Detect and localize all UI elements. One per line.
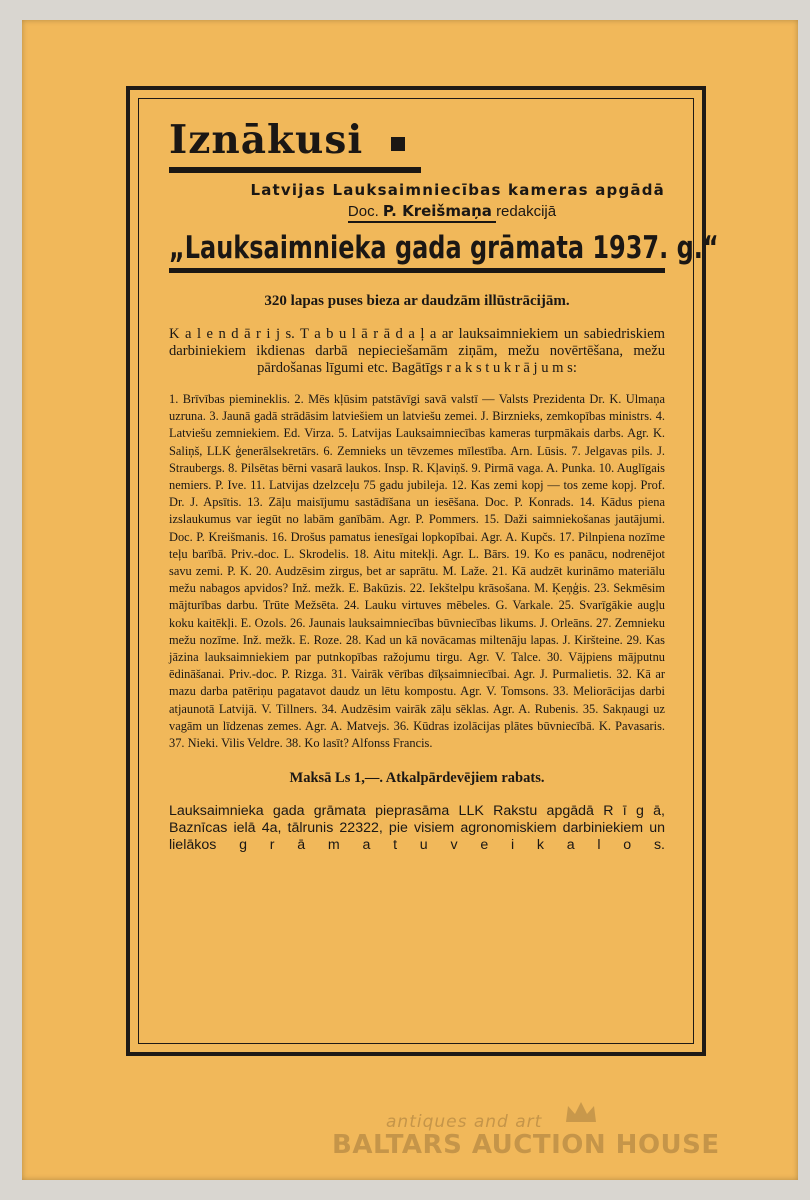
- watermark-tagline: antiques and art: [386, 1112, 543, 1132]
- book-title: „Lauksaimnieka gada grāmata 1937. g.“: [169, 230, 719, 266]
- contents-list: 1. Brīvības piemineklis. 2. Mēs kļūsim patstāvīgi savā valstī — Valsts Prezidenta Dr. K. Ulmaņa uzruna. 3. Jaunā gadā strādāsim latviešiem un latviešu zemei. J. Birznieks, zemkopības ministrs. 4. Latviešu zemniekiem. Ed. Virza. 5. Latvijas Lauksaimniecības kameras turpmākais darbs. Agr. K. Saliņš, LLK ģenerālsekretārs. 6. Zemnieks un tēvzemes mīlestība. Arn. Lūsis. 7. Jelgavas pils. J. Straubergs. 8. Pilsētas bērni vasarā laukos. Insp. R. Kļaviņš. 9. Pirmā vaga. A. Punka. 10. Auglīgais nemiers. P. Ive. 11. Latvijas dzelzceļu 75 gadu jubileja. 12. Kas zemi kopj — tos zeme kopj. Prof. Dr. J. Apsītis. 13. Zāļu maisījumu sastādīšana un iesēšana. Doc. P. Konrads. 14. Kādus piena izslaukumus var iegūt no labām ganībām. Agr. P. Pommers. 15. Daži saimniekošanas jautājumi. Doc. P. Kreišmanis. 16. Drošus pamatus ienesīgai lopkopībai. Agr. A. Kupčs. 17. Pilnpiena nozīme teļu barībā. Priv.-doc. L. Skrodelis. 18. Aitu mitekļi. Agr. L. Bārs. 19. Ko es panācu, nodrenējot savu zemi. P. K. 20. Audzēsim zirgus, bet ar saprātu. M. Laže. 21. Kā audzēt kurināmo materiālu mežu nabagos apvidos? Inž. mežk. E. Bakūzis. 22. Iekštelpu krāsošana. M. Ķeņģis. 23. Sekmēsim mājturības darbu. Trūte Mežsēta. 24. Lauku virtuves mēbeles. G. Varkale. 25. Svarīgākie augļu koku kaitēkļi. E. Ozols. 26. Jaunais lauksaimniecības būvniecības likums. J. Orleāns. 27. Zemnieku mežu nozīme. Inž. mežk. E. Roze. 28. Kad un kā novācamas miltenāju lapas. J. Kiršteine. 29. Kas jāzina lauksaimniekiem par putnkopības ražojumu tirgu. Agr. V. Talce. 30. Vājpiens mājputnu ēdināšanai. Priv.-doc. P. Rizga. 31. Vairāk vērības dīķsaimniecībai. Agr. J. Purmalietis. 32. Kā ar mazu darba patēriņu pagatavot daudz un lētu kompostu. Agr. V. Tomsons. 33. Meliorācijas darbi atjaunotā Latvijā. V. Tillners. 34. Audzēsim vairāk zāļu sēklas. Agr. A. Rubenis. 35. Sakņaugi uz vagām un līdzenas zemes. Agr. A. Matvejs. 36. Kūdras izolācijas plātes būvniecībā. K. Pavasaris. 37. Nieki. Vilis Veldre. 38. Ko lasīt? Alfonss Francis.: [169, 392, 665, 751]
- price-line: Maksā Ls 1,—. Atkalpārdevējiem rabats.: [289, 770, 545, 787]
- editor-underline: [348, 203, 496, 223]
- publisher-line: Latvijas Lauksaimniecības kameras apgādā: [250, 181, 665, 199]
- square-bullet-icon: [391, 137, 405, 151]
- advertisement-frame: [126, 86, 719, 1056]
- order-info: Lauksaimnieka gada grāmata pieprasāma LLK Rakstu apgādā R ī g ā, Baznīcas ielā 4a, tālrunis 22322, pie visiem agronomiskiem darbiniekiem un lielākos g r ā m a t u v e i k a l o s.: [169, 803, 665, 854]
- page-count-line: 320 lapas puses bieza ar daudzām illūstrācijām.: [264, 293, 570, 309]
- editor-name: P. Kreišmaņa: [382, 202, 492, 220]
- editor-line: [169, 202, 665, 220]
- headline: [169, 117, 665, 163]
- advertisement-inner-frame: [138, 98, 719, 1044]
- calendar-description: K a l e n d ā r i j s. T a b u l ā r ā d a ļ a ar lauksaimniekiem un sabiedriskiem darbiniekiem ikdienas darbā nepieciešamām ziņām, mežu novērtēšana, mežu pārdošanas līgumi etc. Bagātīgs r a k s t u k r ā j u m s:: [169, 326, 665, 376]
- editor-prefix: Doc.: [347, 203, 379, 220]
- headline-rule: [169, 167, 421, 173]
- editor-suffix: redakcijā: [496, 203, 557, 220]
- auction-watermark: [332, 1112, 742, 1160]
- crown-icon: [564, 1100, 598, 1124]
- headline-text: Iznākusi: [169, 117, 364, 163]
- book-back-cover: [22, 20, 798, 1180]
- watermark-name: BALTARS AUCTION HOUSE: [332, 1130, 720, 1160]
- title-rule: [169, 268, 665, 273]
